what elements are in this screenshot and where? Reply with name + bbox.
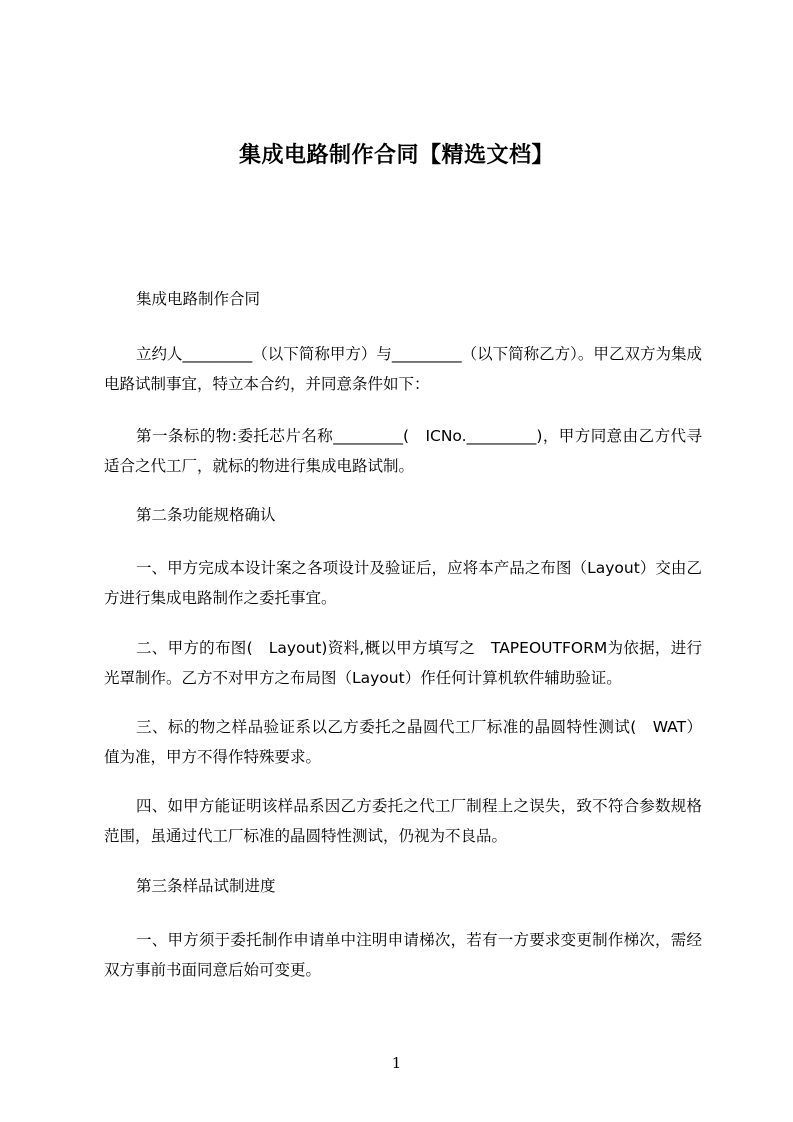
article-3-clause-1: 一、甲方须于委托制作申请单中注明申请梯次，若有一方要求变更制作梯次，需经双方事前书面同意后始可变更。 [104,931,702,979]
document-title: 集成电路制作合同【精选文档】 [238,143,554,168]
article-2-clause-1: 一、甲方完成本设计案之各项设计及验证后，应将本产品之布图（Layout）交由乙方进行集成电路制作之委托事宜。 [104,559,702,607]
article-2-clause-3: 三、标的物之样品验证系以乙方委托之晶圆代工厂标准的晶圆特性测试( WAT）值为准，甲方不得作特殊要求。 [104,718,702,766]
parties-paragraph: 立约人_________（以下简称甲方）与_________（以下简称乙方）。甲乙双方为集成电路试制事宜，特立本合约，并同意条件如下： [104,345,702,393]
page-number: 1 [391,1054,402,1072]
article-2-heading: 第二条功能规格确认 [136,506,276,524]
article-2-clause-2: 二、甲方的布图( Layout)资料,概以甲方填写之 TAPEOUTFORM为依据，进行光罩制作。乙方不对甲方之布局图（Layout）作任何计算机软件辅助验证。 [104,639,702,687]
contract-heading: 集成电路制作合同 [136,290,261,308]
article-2-clause-4: 四、如甲方能证明该样品系因乙方委托之代工厂制程上之误失，致不符合参数规格范围，虽通过代工厂标准的晶圆特性测试，仍视为不良品。 [104,797,702,845]
article-1-paragraph: 第一条标的物:委托芯片名称_________( ICNo._________)，甲方同意由乙方代寻适合之代工厂，就标的物进行集成电路试制。 [104,427,702,475]
article-3-heading: 第三条样品试制进度 [136,877,276,895]
